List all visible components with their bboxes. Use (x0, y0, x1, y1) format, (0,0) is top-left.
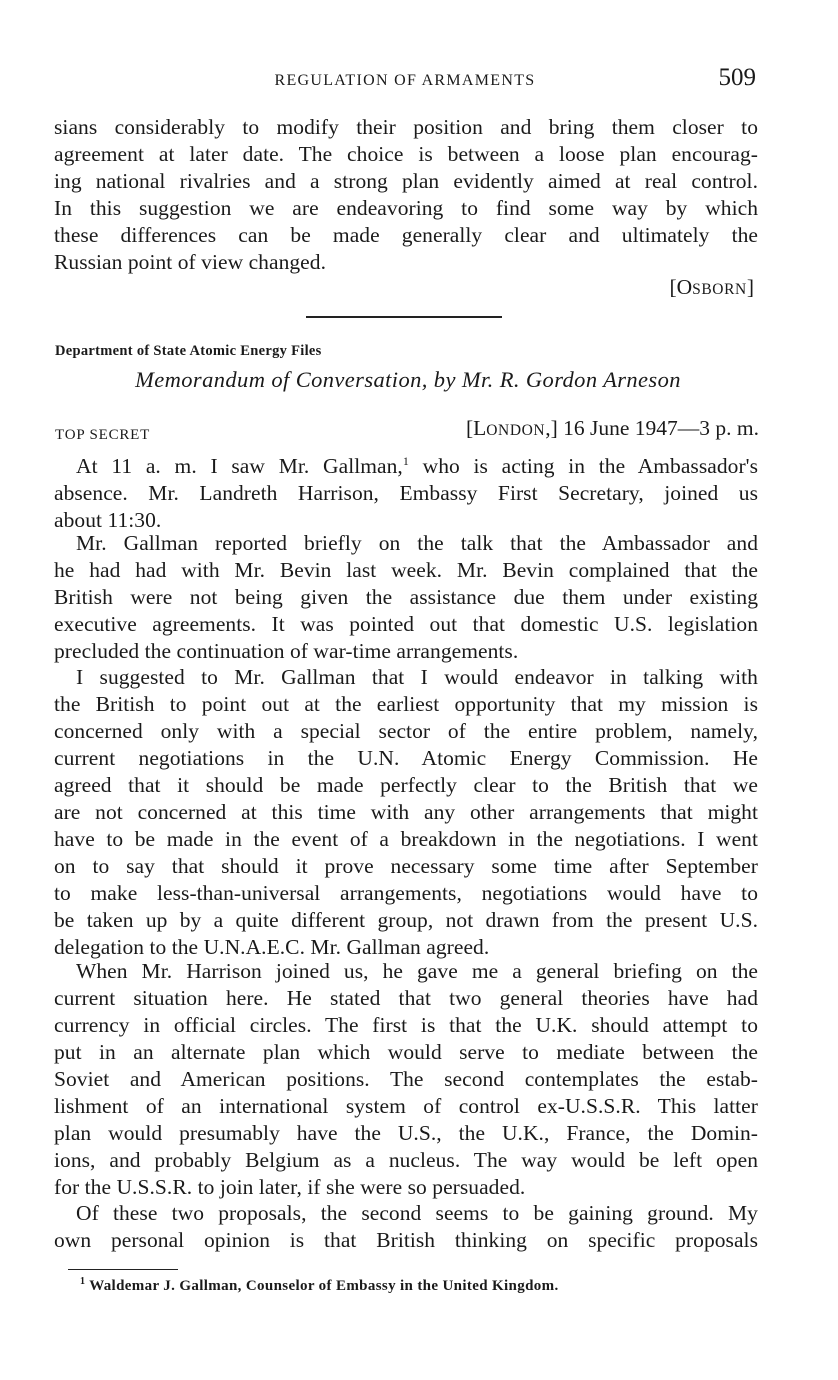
body-paragraph-3 (54, 664, 758, 961)
text-line: British were not being given the assistance due them under existing (54, 585, 758, 609)
text-line: about 11:30. (54, 508, 162, 532)
text-line: put in an alternate plan which would serve to mediate between the (54, 1040, 758, 1064)
dateline-bracket-open: [L (465, 416, 487, 440)
classification-marking: TOP SECRET (55, 427, 151, 443)
footnote-text: Waldemar J. Gallman, Counselor of Embassy in the United Kingdom. (85, 1278, 559, 1294)
running-title: REGULATION OF ARMAMENTS (274, 72, 536, 89)
dateline (466, 416, 759, 441)
text-line: Russian point of view changed. (54, 250, 326, 274)
text-line: lishment of an international system of control ex-U.S.S.R. This latter (54, 1094, 758, 1118)
text-line: sians considerably to modify their position and bring them closer to (54, 115, 758, 139)
text-line: Mr. Gallman reported briefly on the talk that the Ambassador and (76, 531, 758, 555)
text-line (54, 453, 758, 480)
signature (669, 275, 754, 300)
footnote-reference: 1 (402, 453, 409, 468)
text-line: absence. Mr. Landreth Harrison, Embassy First Secretary, joined us (54, 481, 758, 505)
text-line: these differences can be made generally clear and ultimately the (54, 223, 758, 247)
text-line: on to say that should it prove necessary some time after September (54, 854, 758, 878)
footnote-divider (68, 1269, 178, 1270)
section-divider (306, 316, 502, 318)
source-line: Department of State Atomic Energy Files (55, 343, 322, 359)
text-line: agreement at later date. The choice is between a loose plan encourag- (54, 142, 758, 166)
text-line: current situation here. He stated that two general theories have had (54, 986, 758, 1010)
dateline-place: ONDON (486, 422, 546, 439)
text-line: agreed that it should be made perfectly clear to the British that we (54, 773, 758, 797)
text-line: plan would presumably have the U.S., the U.K., France, the Domin- (54, 1121, 758, 1145)
text-line: he had had with Mr. Bevin last week. Mr. Bevin complained that the (54, 558, 758, 582)
page-number: 509 (718, 64, 756, 91)
text-line: In this suggestion we are endeavoring to find some way by which (54, 196, 758, 220)
text-line: are not concerned at this time with any other arrangements that might (54, 800, 758, 824)
body-paragraph-4 (54, 958, 758, 1201)
footnote-marker: 1 (80, 1276, 86, 1287)
text-line: have to be made in the event of a breakdown in the negotiations. I went (54, 827, 758, 851)
text-line: currency in official circles. The first is that the U.K. should attempt to (54, 1013, 758, 1037)
text-fragment: who is acting in the Ambassador's (408, 454, 759, 478)
running-head (50, 62, 760, 98)
text-line: When Mr. Harrison joined us, he gave me a general briefing on the (76, 959, 758, 983)
text-line: Of these two proposals, the second seems to be gaining ground. My (76, 1201, 758, 1225)
text-line: be taken up by a quite different group, not drawn from the present U.S. (54, 908, 758, 932)
text-line: the British to point out at the earliest opportunity that my mission is (54, 692, 758, 716)
signature-name: SBORN (692, 281, 747, 298)
text-line: own personal opinion is that British thinking on specific proposals (54, 1228, 758, 1252)
text-fragment: At 11 a. m. I saw Mr. Gallman, (76, 454, 403, 478)
signature-bracket-open: [O (669, 275, 693, 299)
text-line: to make less-than-universal arrangements, negotiations would have to (54, 881, 758, 905)
text-line: concerned only with a special sector of the entire problem, namely, (54, 719, 758, 743)
footnote (80, 1278, 559, 1295)
text-line: Soviet and American positions. The second contemplates the estab- (54, 1067, 758, 1091)
body-paragraph-2 (54, 530, 758, 665)
text-line: for the U.S.S.R. to join later, if she were so persuaded. (54, 1175, 526, 1199)
body-paragraph-1 (54, 453, 758, 534)
dateline-date: ,] 16 June 1947—3 p. m. (545, 416, 759, 440)
text-line: precluded the continuation of war-time arrangements. (54, 639, 519, 663)
text-line: ing national rivalries and a strong plan evidently aimed at real control. (54, 169, 758, 193)
body-paragraph-5 (54, 1200, 758, 1254)
signature-bracket-close: ] (746, 275, 754, 299)
text-line: I suggested to Mr. Gallman that I would endeavor in talking with (76, 665, 758, 689)
text-line: ions, and probably Belgium as a nucleus. The way would be left open (54, 1148, 758, 1172)
text-line: delegation to the U.N.A.E.C. Mr. Gallman agreed. (54, 935, 490, 959)
document-title: Memorandum of Conversation, by Mr. R. Gordon Arneson (135, 367, 681, 392)
opening-paragraph (54, 114, 758, 276)
text-line: current negotiations in the U.N. Atomic Energy Commission. He (54, 746, 758, 770)
text-line: executive agreements. It was pointed out that domestic U.S. legislation (54, 612, 758, 636)
